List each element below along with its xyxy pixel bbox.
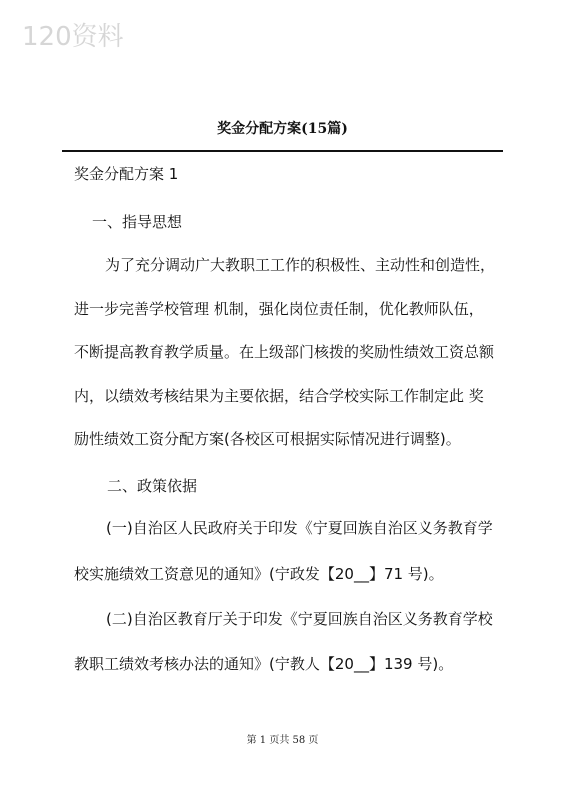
page-number: 第 1 页共 58 页 bbox=[246, 735, 319, 746]
paragraph-line: 励性绩效工资分配方案(各校区可根据实际情况进行调整)。 bbox=[74, 430, 461, 448]
policy-item-1-line: (一)自治区人民政府关于印发《宁夏回族自治区义务教育学 bbox=[106, 519, 493, 537]
section-title-1: 一、指导思想 bbox=[92, 213, 183, 231]
policy-item-2-line: (二)自治区教育厅关于印发《宁夏回族自治区义务教育学校 bbox=[106, 610, 493, 628]
watermark: 120资料 bbox=[22, 22, 124, 52]
paragraph-line: 不断提高教育教学质量。在上级部门核拨的奖励性绩效工资总额 bbox=[74, 343, 495, 361]
section-title-2: 二、政策依据 bbox=[107, 477, 198, 495]
document-title: 奖金分配方案(15篇) bbox=[217, 121, 348, 137]
policy-item-1-line: 校实施绩效工资意见的通知》(宁政发【20__】71 号)。 bbox=[74, 565, 444, 583]
title-divider bbox=[62, 150, 503, 152]
paragraph-line: 为了充分调动广大教职工工作的积极性、主动性和创造性， bbox=[105, 256, 496, 274]
paragraph-line: 进一步完善学校管理 机制，强化岗位责任制，优化教师队伍， bbox=[74, 300, 484, 318]
paragraph-line: 内，以绩效考核结果为主要依据，结合学校实际工作制定此 奖 bbox=[74, 387, 484, 405]
policy-item-2-line: 教职工绩效考核办法的通知》(宁教人【20__】139 号)。 bbox=[74, 655, 454, 673]
document-heading: 奖金分配方案 1 bbox=[74, 165, 179, 183]
